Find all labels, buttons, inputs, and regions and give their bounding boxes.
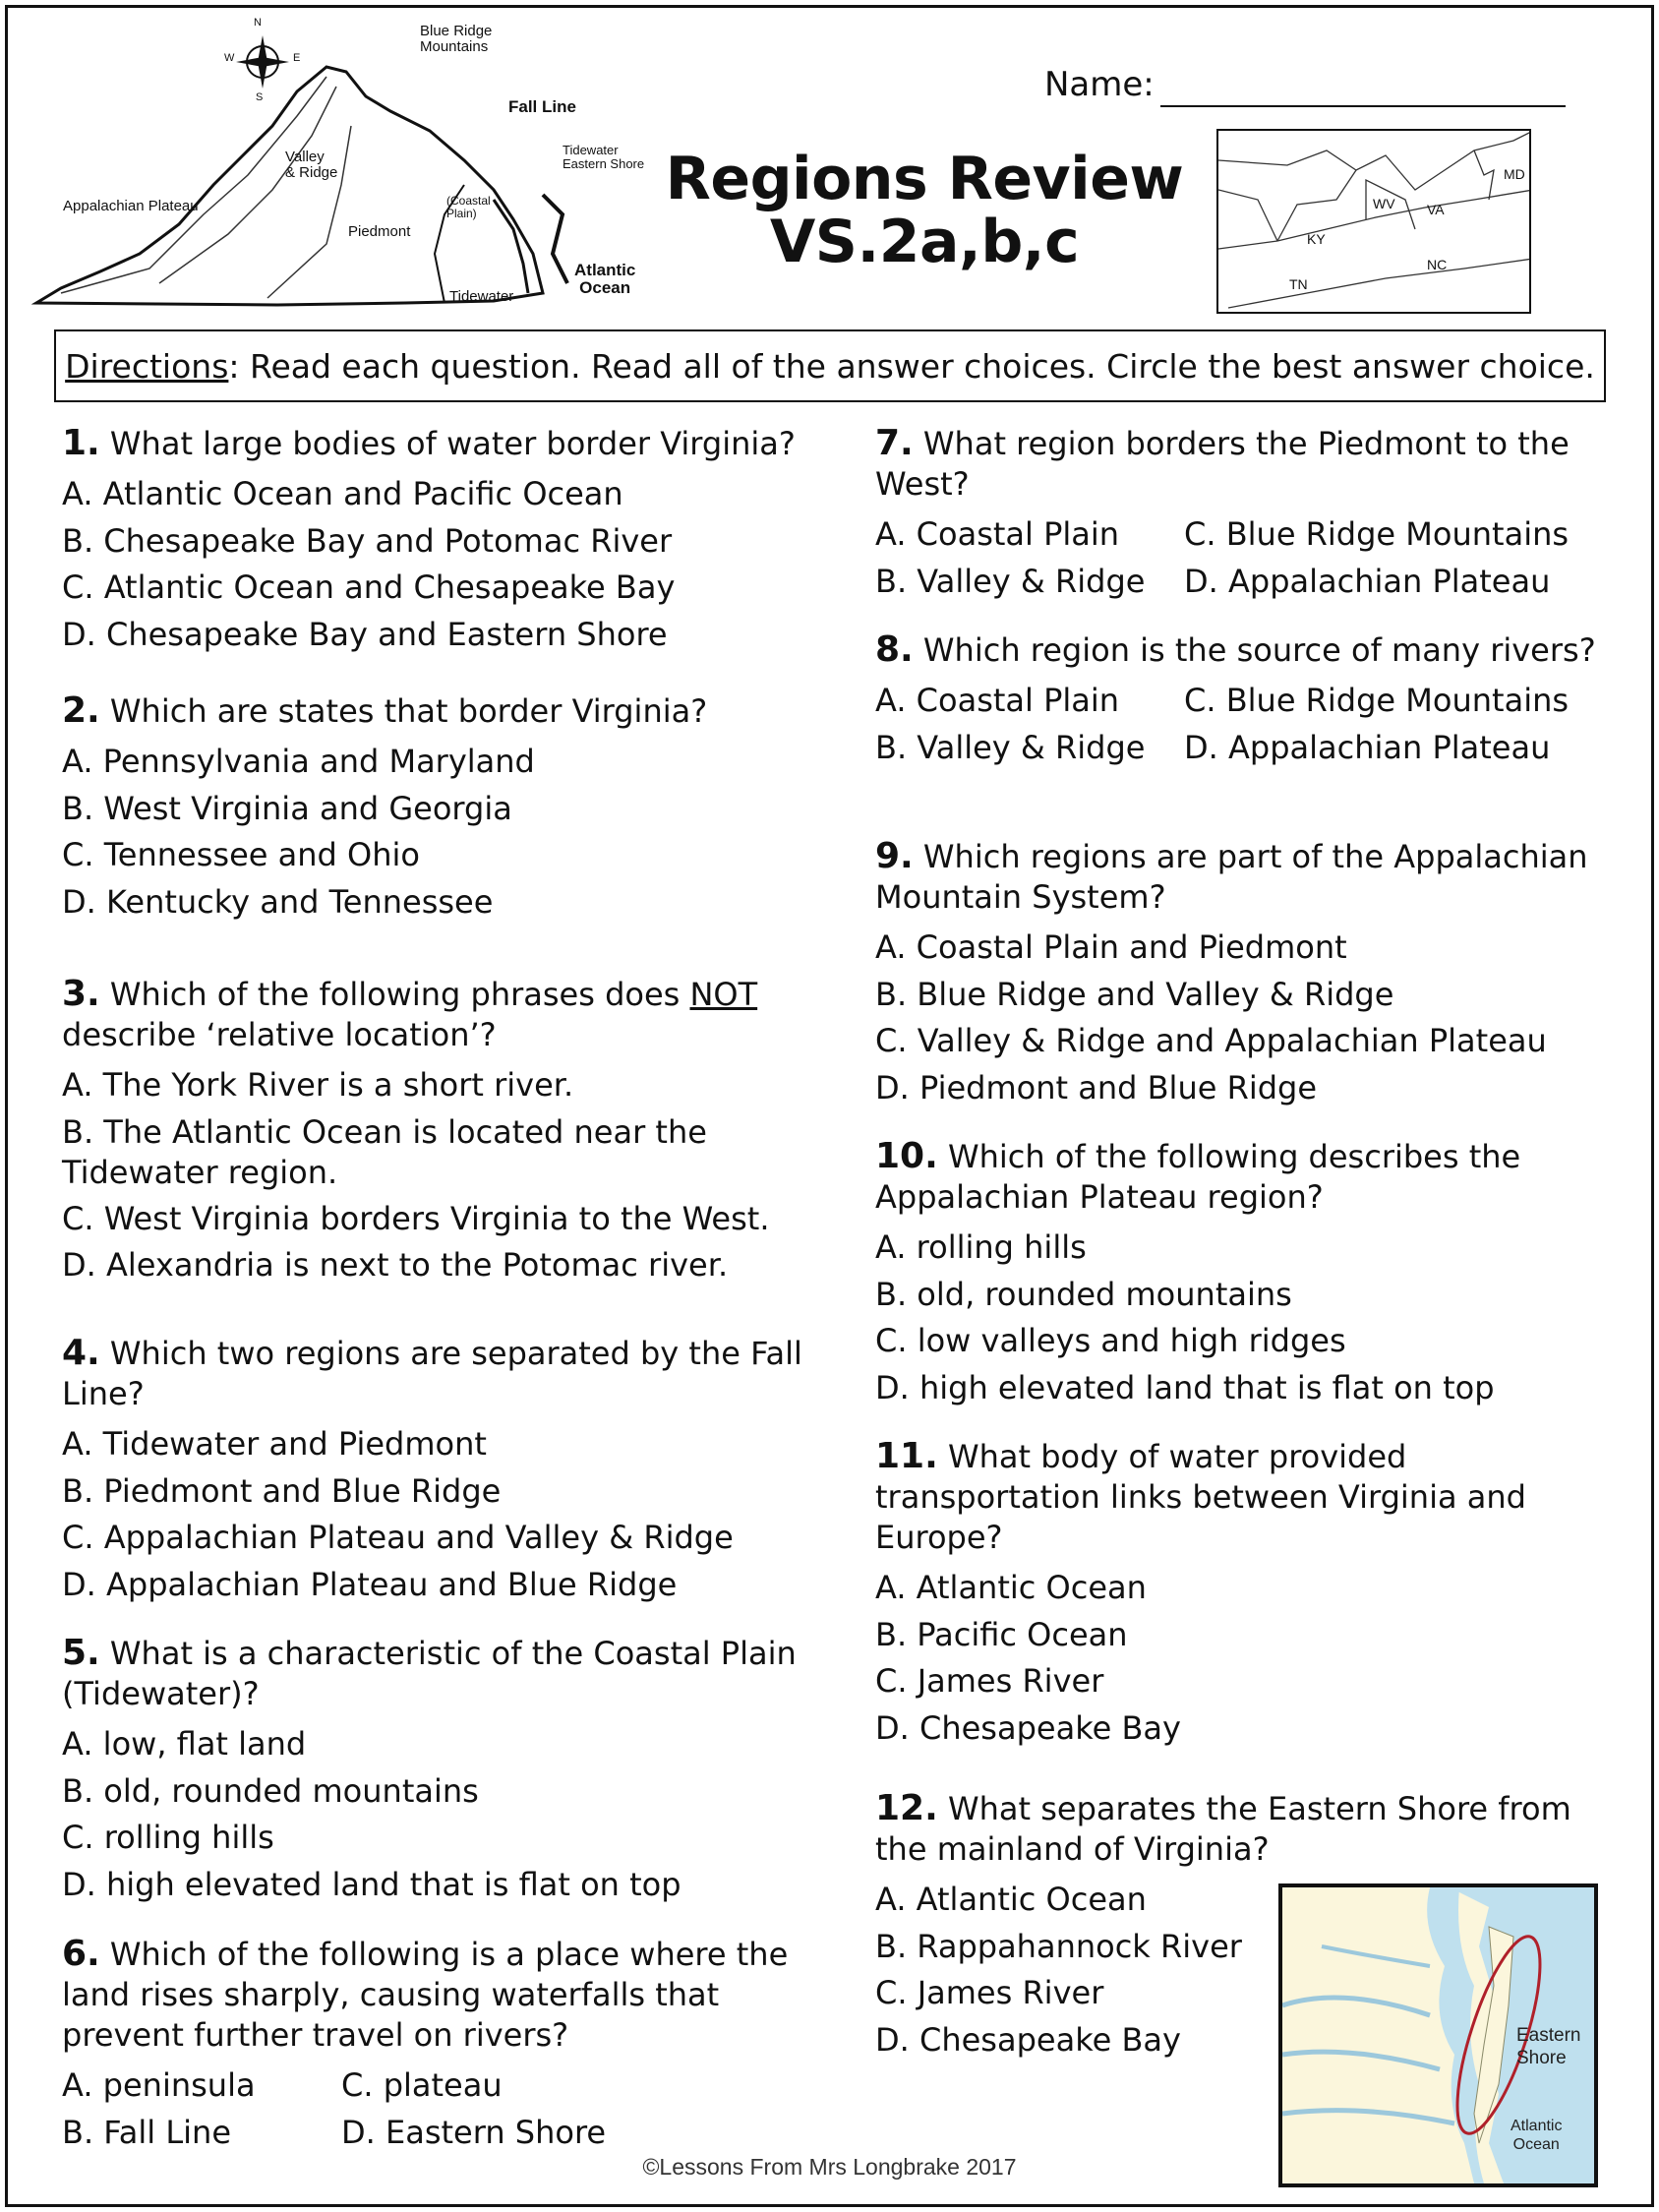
fall-line-label: Fall Line xyxy=(508,97,576,116)
answer-choice[interactable]: A. rolling hills xyxy=(875,1228,1087,1266)
question-number: 6. xyxy=(62,1934,100,1974)
question-2 xyxy=(62,690,819,926)
valley-ridge-label: Valley & Ridge xyxy=(285,149,338,181)
question-number: 1. xyxy=(62,423,100,463)
question-text: Which of the following is a place where the land rises sharply, causing waterfalls that prevent further travel on rivers? xyxy=(62,1936,789,2054)
answer-choice[interactable]: C. rolling hills xyxy=(62,1819,274,1856)
question-text: Which of the following phrases does xyxy=(109,976,681,1013)
question-10 xyxy=(875,1136,1603,1411)
directions-text: : Read each question. Read all of the answer choices. Circle the best answer choice. xyxy=(228,346,1595,386)
compass-n-label: N xyxy=(254,17,262,29)
state-label-ky: KY xyxy=(1307,231,1326,247)
appalachian-plateau-label: Appalachian Plateau xyxy=(63,198,199,214)
page-title xyxy=(649,145,1200,277)
question-4 xyxy=(62,1333,819,1608)
answer-choice[interactable]: A. The York River is a short river. xyxy=(62,1066,574,1104)
state-label-va: VA xyxy=(1427,202,1445,217)
answer-choice[interactable]: B. West Virginia and Georgia xyxy=(62,789,512,827)
answer-choice[interactable]: B. Valley & Ridge xyxy=(875,562,1146,600)
compass-e-label: E xyxy=(293,52,301,64)
answer-choice[interactable]: A. Atlantic Ocean xyxy=(875,1881,1147,1918)
eastern-shore-label: Eastern Shore xyxy=(1516,2025,1581,2068)
answer-choice[interactable]: C. Atlantic Ocean and Chesapeake Bay xyxy=(62,568,676,606)
answer-choice[interactable]: C. James River xyxy=(875,1974,1104,2011)
answer-choice[interactable]: D. Appalachian Plateau xyxy=(1184,562,1551,600)
answer-choice[interactable]: B. old, rounded mountains xyxy=(62,1771,479,1810)
coastal-plain-label: (Coastal Plain) xyxy=(446,194,491,220)
question-text: What large bodies of water border Virginia? xyxy=(109,425,796,462)
question-11 xyxy=(875,1436,1603,1752)
question-text: What is a characteristic of the Coastal Plain (Tidewater)? xyxy=(62,1635,797,1712)
answer-choice[interactable]: D. Kentucky and Tennessee xyxy=(62,882,494,921)
question-text: Which are states that border Virginia? xyxy=(109,692,708,730)
answer-choice[interactable]: D. high elevated land that is flat on top xyxy=(62,1865,681,1903)
question-number: 12. xyxy=(875,1788,938,1828)
question-text-emphasis: NOT xyxy=(689,976,758,1013)
answer-choice[interactable]: B. Blue Ridge and Valley & Ridge xyxy=(875,975,1394,1013)
tidewater-eastern-shore-label: Tidewater Eastern Shore xyxy=(563,143,645,171)
directions-label: Directions xyxy=(65,346,229,386)
answer-choice[interactable]: C. West Virginia borders Virginia to the West. xyxy=(62,1199,770,1237)
name-label: Name: xyxy=(1044,65,1155,104)
atlantic-ocean-label: Atlantic Ocean xyxy=(574,261,636,297)
state-label-nc: NC xyxy=(1427,257,1448,272)
title-line-2: VS.2a,b,c xyxy=(769,208,1080,277)
question-text: What region borders the Piedmont to the West? xyxy=(875,425,1570,503)
question-number: 4. xyxy=(62,1333,100,1373)
answer-choice[interactable]: D. Piedmont and Blue Ridge xyxy=(875,1068,1318,1106)
question-number: 2. xyxy=(62,690,100,731)
question-text: What separates the Eastern Shore from the mainland of Virginia? xyxy=(875,1790,1571,1868)
question-number: 9. xyxy=(875,836,914,876)
state-label-wv: WV xyxy=(1373,196,1395,211)
answer-choice[interactable]: A. Coastal Plain and Piedmont xyxy=(875,928,1347,966)
answer-choice[interactable]: D. Chesapeake Bay xyxy=(875,1708,1181,1747)
answer-choice[interactable]: D. Appalachian Plateau and Blue Ridge xyxy=(62,1565,678,1603)
question-text: What body of water provided transportation links between Virginia and Europe? xyxy=(875,1438,1526,1556)
question-number: 5. xyxy=(62,1633,100,1673)
question-6 xyxy=(62,1934,819,2156)
states-outline xyxy=(1218,131,1531,314)
answer-choice[interactable]: C. Blue Ridge Mountains xyxy=(1184,682,1570,719)
answer-choice[interactable]: C. Appalachian Plateau and Valley & Ridge xyxy=(62,1519,734,1556)
question-number: 10. xyxy=(875,1136,938,1176)
compass-s-label: S xyxy=(256,91,264,103)
question-text: Which region is the source of many rivers? xyxy=(922,631,1596,669)
question-text-cont: describe ‘relative location’? xyxy=(62,1016,497,1053)
answer-choice[interactable]: A. Tidewater and Piedmont xyxy=(62,1425,487,1463)
eastern-shore-map xyxy=(1278,1883,1598,2187)
name-field[interactable] xyxy=(1160,105,1566,107)
answer-choice[interactable]: A. Pennsylvania and Maryland xyxy=(62,743,535,780)
question-9 xyxy=(875,836,1603,1111)
state-label-md: MD xyxy=(1504,166,1525,182)
question-5 xyxy=(62,1633,819,1908)
answer-choice[interactable]: B. Piedmont and Blue Ridge xyxy=(62,1471,502,1510)
virginia-regions-map xyxy=(31,18,661,313)
answer-choice[interactable]: A. peninsula xyxy=(62,2066,256,2104)
answer-choice[interactable]: D. Alexandria is next to the Potomac river. xyxy=(62,1246,729,1284)
question-7 xyxy=(875,423,1603,605)
answer-choice[interactable]: C. Tennessee and Ohio xyxy=(62,836,420,873)
question-text: Which two regions are separated by the Fall Line? xyxy=(62,1335,802,1412)
answer-choice[interactable]: B. Fall Line xyxy=(62,2113,232,2151)
answer-choice[interactable]: A. Coastal Plain xyxy=(875,682,1120,719)
answer-choice[interactable]: A. low, flat land xyxy=(62,1725,307,1763)
answer-choice[interactable]: B. Pacific Ocean xyxy=(875,1615,1128,1653)
bordering-states-map xyxy=(1216,129,1531,314)
question-text: Which of the following describes the Appalachian Plateau region? xyxy=(875,1138,1521,1216)
compass-icon xyxy=(236,35,289,89)
question-number: 7. xyxy=(875,423,914,463)
question-number: 3. xyxy=(62,974,100,1014)
answer-choice[interactable]: B. Chesapeake Bay and Potomac River xyxy=(62,521,673,560)
answer-choice[interactable]: B. The Atlantic Ocean is located near the Tidewater region. xyxy=(62,1112,707,1191)
answer-choice[interactable]: D. high elevated land that is flat on top xyxy=(875,1368,1495,1406)
answer-choice[interactable]: A. Atlantic Ocean xyxy=(875,1569,1147,1606)
answer-choice[interactable]: C. low valleys and high ridges xyxy=(875,1322,1346,1359)
question-1 xyxy=(62,423,819,658)
answer-choice[interactable]: B. Valley & Ridge xyxy=(875,728,1146,766)
answer-choice[interactable]: A. Atlantic Ocean and Pacific Ocean xyxy=(62,475,623,512)
answer-choice[interactable]: C. plateau xyxy=(341,2066,503,2104)
answer-choice[interactable]: C. James River xyxy=(875,1662,1104,1700)
answer-choice[interactable]: B. Rappahannock River xyxy=(875,1927,1242,1965)
blue-ridge-label: Blue Ridge Mountains xyxy=(420,23,493,55)
compass-w-label: W xyxy=(224,52,235,64)
question-8 xyxy=(875,629,1603,771)
answer-choice[interactable]: A. Coastal Plain xyxy=(875,515,1120,553)
atlantic-ocean-inset-label: Atlantic Ocean xyxy=(1511,2118,1563,2154)
answer-choice[interactable]: B. old, rounded mountains xyxy=(875,1275,1292,1313)
piedmont-label: Piedmont xyxy=(348,223,411,240)
question-number: 8. xyxy=(875,629,914,670)
answer-choice[interactable]: D. Appalachian Plateau xyxy=(1184,728,1551,766)
tidewater-label: Tidewater xyxy=(449,288,514,305)
question-text: Which regions are part of the Appalachian Mountain System? xyxy=(875,838,1588,916)
answer-choice[interactable]: C. Blue Ridge Mountains xyxy=(1184,515,1570,553)
state-label-tn: TN xyxy=(1289,276,1308,292)
question-number: 11. xyxy=(875,1436,938,1476)
copyright-footer: ©Lessons From Mrs Longbrake 2017 xyxy=(642,2154,1017,2180)
answer-choice[interactable]: D. Chesapeake Bay and Eastern Shore xyxy=(62,615,668,653)
directions-box xyxy=(54,329,1606,402)
answer-choice[interactable]: D. Eastern Shore xyxy=(341,2113,607,2151)
title-line-1: Regions Review xyxy=(665,145,1184,213)
answer-choice[interactable]: D. Chesapeake Bay xyxy=(875,2020,1181,2059)
question-3 xyxy=(62,974,819,1289)
answer-choice[interactable]: C. Valley & Ridge and Appalachian Plateau xyxy=(875,1022,1547,1059)
